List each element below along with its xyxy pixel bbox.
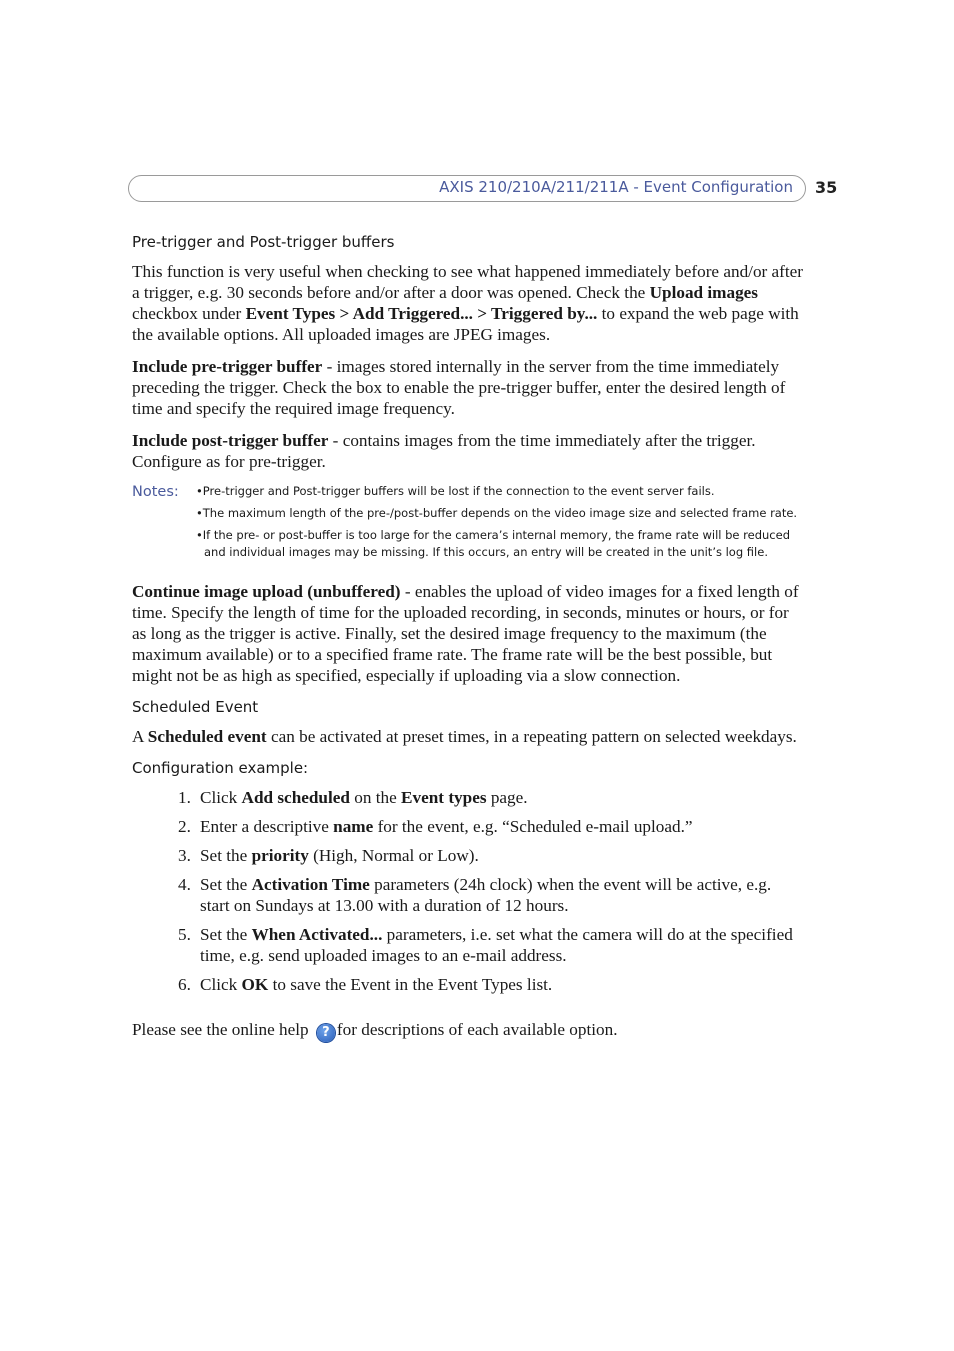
bold-term: Include pre-trigger buffer [132, 357, 323, 376]
bold-term: Upload images [649, 283, 758, 302]
step-text [200, 874, 804, 916]
list-item [178, 924, 804, 966]
paragraph-scheduled-event [132, 726, 804, 747]
page-number: 35 [815, 178, 838, 197]
bold-term: When Activated... [251, 925, 383, 944]
text: Set the [200, 875, 252, 894]
notes-label: Notes: [132, 484, 179, 500]
list-item [178, 787, 804, 808]
text: - contains images from the time immediately after the trigger. Configure as for pre-trigger. [132, 431, 756, 471]
paragraph-online-help [132, 1019, 804, 1042]
text: Click [200, 975, 242, 994]
step-text [200, 816, 693, 837]
step-text [200, 924, 804, 966]
text: for the event, e.g. “Scheduled e-mail upload.” [373, 817, 693, 836]
text: page. [486, 788, 528, 807]
step-number: 4. [178, 875, 191, 894]
paragraph-continue-upload [132, 581, 804, 686]
text: to expand the web page with the available options. All uploaded images are JPEG images. [132, 304, 799, 344]
header-title: AXIS 210/210A/211/211A - Event Configuration [439, 178, 793, 196]
text: to save the Event in the Event Types list. [268, 975, 553, 994]
step-number: 1. [178, 788, 191, 807]
text: - images stored internally in the server from the time immediately preceding the trigger. Check the box to enable the pre-trigger buffer, enter the desired length of time and specify the required image frequency. [132, 357, 786, 418]
text: A [132, 727, 148, 746]
bold-term: name [333, 817, 374, 836]
list-item [178, 974, 804, 995]
text: checkbox under [132, 304, 246, 323]
text: (High, Normal or Low). [308, 846, 479, 865]
bold-term: Add scheduled [241, 788, 350, 807]
note-item: •Pre-trigger and Post-trigger buffers will be lost if the connection to the event server fails. [196, 484, 715, 498]
step-number: 5. [178, 925, 191, 944]
paragraph-buffers-intro [132, 261, 804, 345]
text: Set the [200, 925, 252, 944]
bold-term: Continue image upload (unbuffered) [132, 582, 401, 601]
list-item [178, 874, 804, 916]
text: Click [200, 788, 242, 807]
note-item: •If the pre- or post-buffer is too large for the camera’s internal memory, the frame rate will be reduced and individual images may be missing. If this occurs, an entry will be created in the unit’s log file. [196, 528, 790, 559]
config-steps-list [178, 787, 804, 995]
text: Please see the online help [132, 1020, 313, 1039]
notes-block [132, 483, 804, 566]
bold-term: Scheduled event [147, 727, 267, 746]
bold-term: priority [251, 846, 309, 865]
list-item [178, 845, 804, 866]
help-icon: ? [317, 1024, 335, 1042]
bold-term: Activation Time [251, 875, 370, 894]
bold-term: Event types [401, 788, 487, 807]
step-text [200, 845, 479, 866]
text: This function is very useful when checking to see what happened immediately before and/or after a trigger, e.g. 30 seconds before and/or after a door was opened. Check the [132, 262, 804, 302]
paragraph-post-trigger [132, 430, 804, 472]
paragraph-pre-trigger [132, 356, 804, 419]
section-heading-config: Configuration example: [132, 759, 309, 777]
text: Enter a descriptive [200, 817, 334, 836]
step-text [200, 787, 528, 808]
text: parameters, i.e. set what the camera will do at the specified time, e.g. send uploaded images to an e-mail address. [200, 925, 793, 965]
bold-term: Include post-trigger buffer [132, 431, 329, 450]
list-item [178, 816, 804, 837]
text: for descriptions of each available option. [336, 1020, 618, 1039]
step-number: 6. [178, 975, 191, 994]
bold-term: OK [241, 975, 269, 994]
text: can be activated at preset times, in a repeating pattern on selected weekdays. [266, 727, 797, 746]
text: parameters (24h clock) when the event will be active, e.g. start on Sundays at 13.00 with a duration of 12 hours. [200, 875, 772, 915]
notes-list [196, 483, 804, 566]
step-number: 3. [178, 846, 191, 865]
bold-term: Event Types > Add Triggered... > Triggered by... [245, 304, 598, 323]
section-heading-scheduled: Scheduled Event [132, 698, 259, 716]
page-header [128, 175, 806, 202]
text: - enables the upload of video images for a fixed length of time. Specify the length of time for the uploaded recording, in seconds, minutes or hours, or for as long as the trigger is active. Finally, set the desired image frequency to the maximum (the maximum available) or to a specified frame rate. The frame rate will be the best possible, but might not be as high as specified, especially if uploading via a slow connection. [132, 582, 799, 685]
note-item: •The maximum length of the pre-/post-buffer depends on the video image size and selected frame rate. [196, 506, 798, 520]
text: Set the [200, 846, 252, 865]
section-heading-buffers: Pre-trigger and Post-trigger buffers [132, 233, 395, 251]
page-content [132, 232, 804, 1053]
text: on the [349, 788, 402, 807]
step-number: 2. [178, 817, 191, 836]
step-text [200, 974, 552, 995]
